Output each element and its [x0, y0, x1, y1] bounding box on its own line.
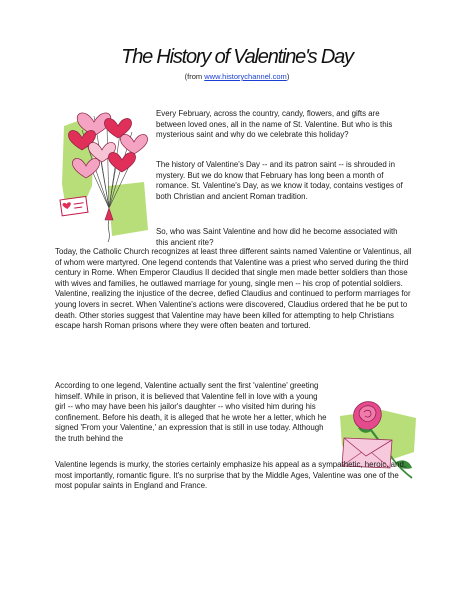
paragraph-question: So, who was Saint Valentine and how did he become associated with this ancient rite? — [156, 227, 398, 247]
source-link[interactable]: www.historychannel.com — [204, 72, 287, 81]
paragraph-legend: According to one legend, Valentine actually sent the first 'valentine' greeting himself. While in prison, it is believed that Valentine fell in love with a young girl -- who may have been his jailor's daughter -- who visited him during his confinement. Before his death, it is alleged that he wrote her a letter, which he signed 'From your Valentine,' an expression that is still in use today. Although the truth behind the — [55, 381, 327, 443]
document-title: The History of Valentine's Day — [121, 46, 353, 68]
source-prefix: (from — [184, 72, 205, 81]
paragraph-legacy: Valentine legends is murky, the stories certainly emphasize his appeal as a sympathetic, heroic, and, most importantly, romantic figure. It's no surprise that by the Middle Ages, Valentine was one of the most popular saints in England and France. — [55, 460, 407, 491]
source-suffix: ) — [286, 72, 290, 81]
paragraph-intro: Every February, across the country, candy, flowers, and gifts are between loved ones, all in the name of St. Valentine. But who is this mysterious saint and why do we celebrate this holiday? — [156, 109, 393, 140]
paragraph-history: The history of Valentine's Day -- and its patron saint -- is shrouded in mystery. But we do know that February has long been a month of romance. St. Valentine's Day, as we know it today, contains vestiges of both Christian and ancient Roman tradition. — [156, 160, 403, 201]
source-line — [0, 72, 474, 81]
heart-balloons-image — [52, 96, 152, 246]
paragraph-saints: Today, the Catholic Church recognizes at least three different saints named Valentine or Valentinus, all of whom were martyred. One legend contends that Valentine was a priest who served during the third century in Rome. When Emperor Claudius II decided that single men made better soldiers than those with wives and families, he outlawed marriage for young, single men -- his crop of potential soldiers. Valentine, realizing the injustice of the decree, defied Claudius and continued to perform marriages for young lovers in secret. When Valentine's actions were discovered, Claudius ordered that he be put to death. Other stories suggest that Valentine may have been killed for attempting to help Christians escape harsh Roman prisons where they were often beaten and tortured. — [55, 247, 412, 331]
